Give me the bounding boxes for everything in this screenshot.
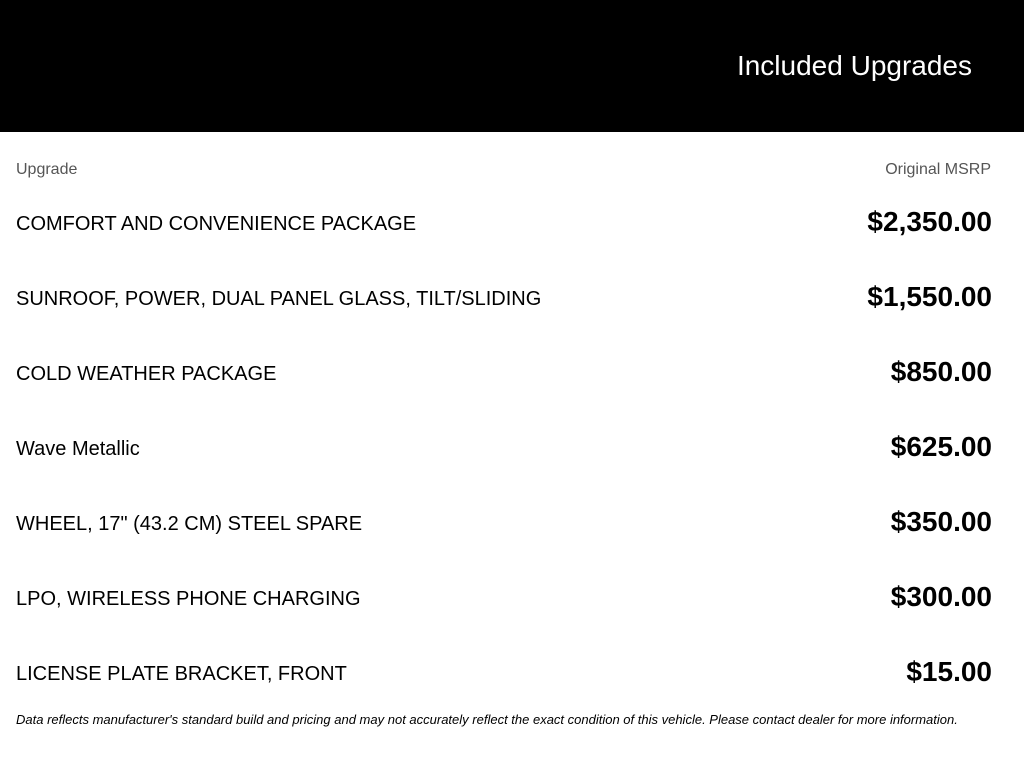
- upgrade-row: [0, 634, 1024, 709]
- upgrade-row: [0, 484, 1024, 559]
- upgrade-row: [0, 409, 1024, 484]
- upgrades-list: [0, 184, 1024, 709]
- upgrade-name: COLD WEATHER PACKAGE: [16, 363, 277, 385]
- header-banner: [0, 0, 1024, 132]
- upgrade-row: [0, 559, 1024, 634]
- upgrade-row: [0, 334, 1024, 409]
- upgrade-name: COMFORT AND CONVENIENCE PACKAGE: [16, 213, 417, 235]
- column-header-msrp: Original MSRP: [885, 161, 991, 178]
- upgrade-name: LPO, WIRELESS PHONE CHARGING: [16, 588, 361, 610]
- upgrade-price: $625.00: [890, 431, 992, 462]
- upgrade-name: SUNROOF, POWER, DUAL PANEL GLASS, TILT/SLIDING: [16, 288, 542, 310]
- upgrade-name: Wave Metallic: [16, 438, 140, 460]
- upgrade-price: $1,550.00: [867, 281, 992, 312]
- upgrade-price: $350.00: [890, 506, 992, 537]
- upgrade-price: $2,350.00: [867, 206, 992, 237]
- upgrade-price: $15.00: [906, 656, 992, 687]
- upgrade-price: $300.00: [890, 581, 992, 612]
- upgrade-name: LICENSE PLATE BRACKET, FRONT: [16, 663, 347, 685]
- upgrade-row: [0, 259, 1024, 334]
- page-title: Included Upgrades: [736, 50, 972, 81]
- disclaimer-text: Data reflects manufacturer's standard build and pricing and may not accurately reflect the exact condition of this vehicle. Please contact dealer for more information.: [16, 712, 958, 727]
- upgrade-price: $850.00: [890, 356, 992, 387]
- upgrade-name: WHEEL, 17" (43.2 CM) STEEL SPARE: [16, 513, 363, 535]
- upgrade-row: [0, 184, 1024, 259]
- column-header-upgrade: Upgrade: [16, 161, 78, 178]
